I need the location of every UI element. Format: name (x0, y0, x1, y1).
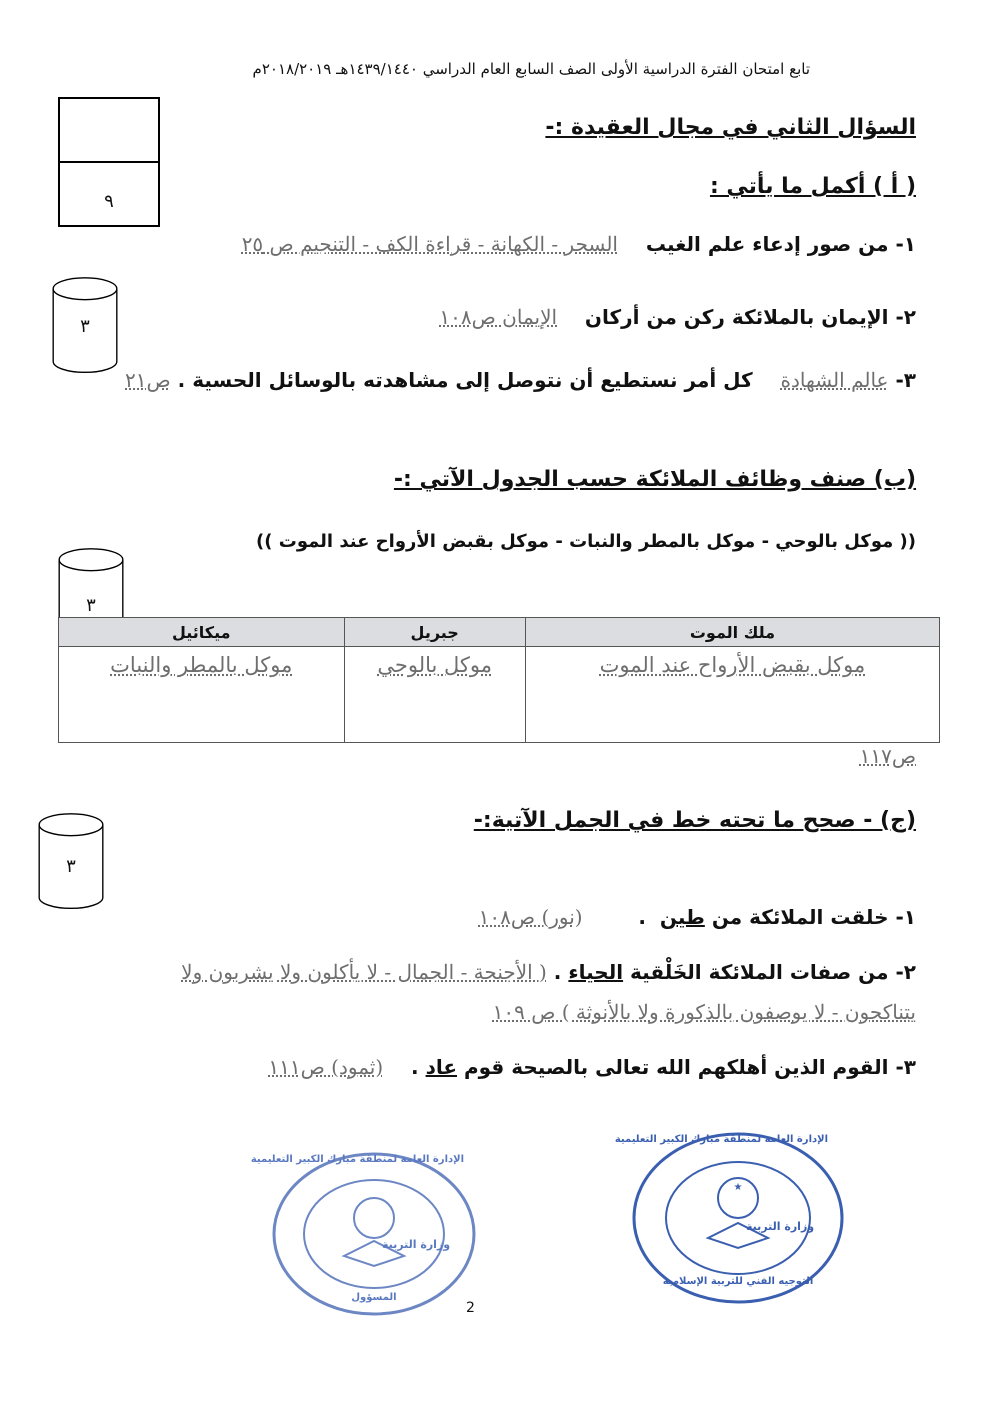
seal-left-ring-text: الإدارة العامة لمنطقة مبارك الكبير التعليمية (250, 1154, 464, 1165)
item-answer: ( الأجنحة - الجمال - لا يأكلون ولا يشربون ولا (181, 960, 547, 984)
total-score-box (58, 97, 160, 227)
part-b-reference (860, 744, 916, 768)
seal-right-ring-text: الإدارة العامة لمنطقة مبارك الكبير التعليمية (614, 1134, 828, 1145)
underlined-word: الحياء (568, 960, 624, 984)
page-number: 2 (466, 1300, 475, 1316)
item-text: كل أمر نستطيع أن نتوصل إلى مشاهدته بالوسائل الحسية . (177, 368, 753, 392)
item-answer-continued: يتناكحون - لا يوصفون بالذكورة ولا بالأنوثة ) ص ١٠٩ (492, 1000, 916, 1024)
item-number: ٣- (895, 368, 916, 392)
item-number: ١- (895, 232, 916, 256)
item-answer: (نور) ص١٠٨ (478, 905, 583, 929)
seal-left (250, 1148, 490, 1332)
part-c-score: ٣ (66, 856, 76, 877)
table-header-cell: جبريل (344, 618, 525, 647)
part-a-score-cylinder (48, 276, 122, 380)
part-c-score-cylinder (34, 812, 108, 916)
part-a-score: ٣ (80, 316, 90, 337)
item-answer: (ثمود) ص١١١ (268, 1055, 384, 1079)
item-text: الإيمان بالملائكة ركن من أركان (584, 305, 889, 329)
item-text: القوم الذين أهلكهم الله تعالى بالصيحة قوم (463, 1055, 889, 1079)
item-text: من صور إدعاء علم الغيب (645, 232, 889, 256)
item-answer: عالم الشهادة (780, 368, 889, 392)
item-answer: السحر - الكهانة - قراءة الكف - التنجيم ص ٢٥ (241, 232, 618, 256)
table-answer: موكل بالوحي (377, 653, 493, 677)
reference-text: ص١١٧ (859, 744, 916, 768)
part-c-item-1: ١- خلقت الملائكة من طين . (نور) ص١٠٨ (478, 905, 916, 929)
underlined-word: عاد (425, 1055, 458, 1079)
seal-right (614, 1128, 848, 1312)
table-cell (525, 647, 939, 743)
item-number: ١- (895, 905, 916, 929)
item-text: خلقت الملائكة من (711, 905, 889, 929)
underlined-word: طين (659, 905, 705, 929)
part-a-item-1 (242, 232, 916, 256)
seal-right-center-text: وزارة التربية (746, 1220, 815, 1233)
table-cell (59, 647, 345, 743)
section-title: السؤال الثاني في مجال العقيدة :- (545, 115, 916, 140)
angels-table (58, 617, 940, 743)
table-answer: موكل بقبض الأرواح عند الموت (599, 653, 866, 677)
exam-header: تابع امتحان الفترة الدراسية الأولى الصف السابع العام الدراسي ١٤٣٩/١٤٤٠هـ ٢٠١٨/٢٠١٩م (252, 60, 810, 78)
table-cell (344, 647, 525, 743)
part-c-title: (ج) - صحح ما تحته خط في الجمل الآتية:- (473, 808, 916, 833)
part-b-options: (( موكل بالوحي - موكل بالمطر والنبات - موكل بقبض الأرواح عند الموت )) (256, 531, 916, 552)
table-header-cell: ميكائيل (59, 618, 345, 647)
seal-left-center-text: وزارة التربية (382, 1238, 451, 1251)
item-number: ٣- (895, 1055, 916, 1079)
part-b-title: (ب) صنف وظائف الملائكة حسب الجدول الآتي :- (393, 467, 916, 492)
seal-right-bottom-text: التوجيه الفني للتربية الإسلامية (662, 1276, 814, 1287)
part-a-item-2 (439, 305, 916, 329)
part-a-item-3 (125, 368, 916, 392)
item-reference: ص٢١ (125, 368, 171, 392)
table-header-cell: ملك الموت (525, 618, 939, 647)
seal-left-bottom-text: المسؤول (351, 1292, 397, 1303)
part-c-item-2-cont (493, 1000, 916, 1024)
item-number: ٢- (895, 960, 916, 984)
svg-text:★: ★ (733, 1182, 743, 1193)
part-b-score: ٣ (86, 595, 96, 616)
part-c-item-3: ٣- القوم الذين أهلكهم الله تعالى بالصيحة قوم عاد . (ثمود) ص١١١ (268, 1055, 916, 1079)
item-answer: الإيمان ص١٠٨ (439, 305, 558, 329)
item-number: ٢- (895, 305, 916, 329)
table-answer: موكل بالمطر والنبات (110, 653, 293, 677)
item-text: من صفات الملائكة الخَلْقية (630, 960, 889, 984)
total-score: ٩ (104, 191, 114, 212)
part-c-item-2: ٢- من صفات الملائكة الخَلْقية الحياء . ( الأجنحة - الجمال - لا يأكلون ولا يشربون ولا (181, 960, 916, 984)
part-a-title: ( أ ) أكمل ما يأتي : (709, 174, 916, 199)
